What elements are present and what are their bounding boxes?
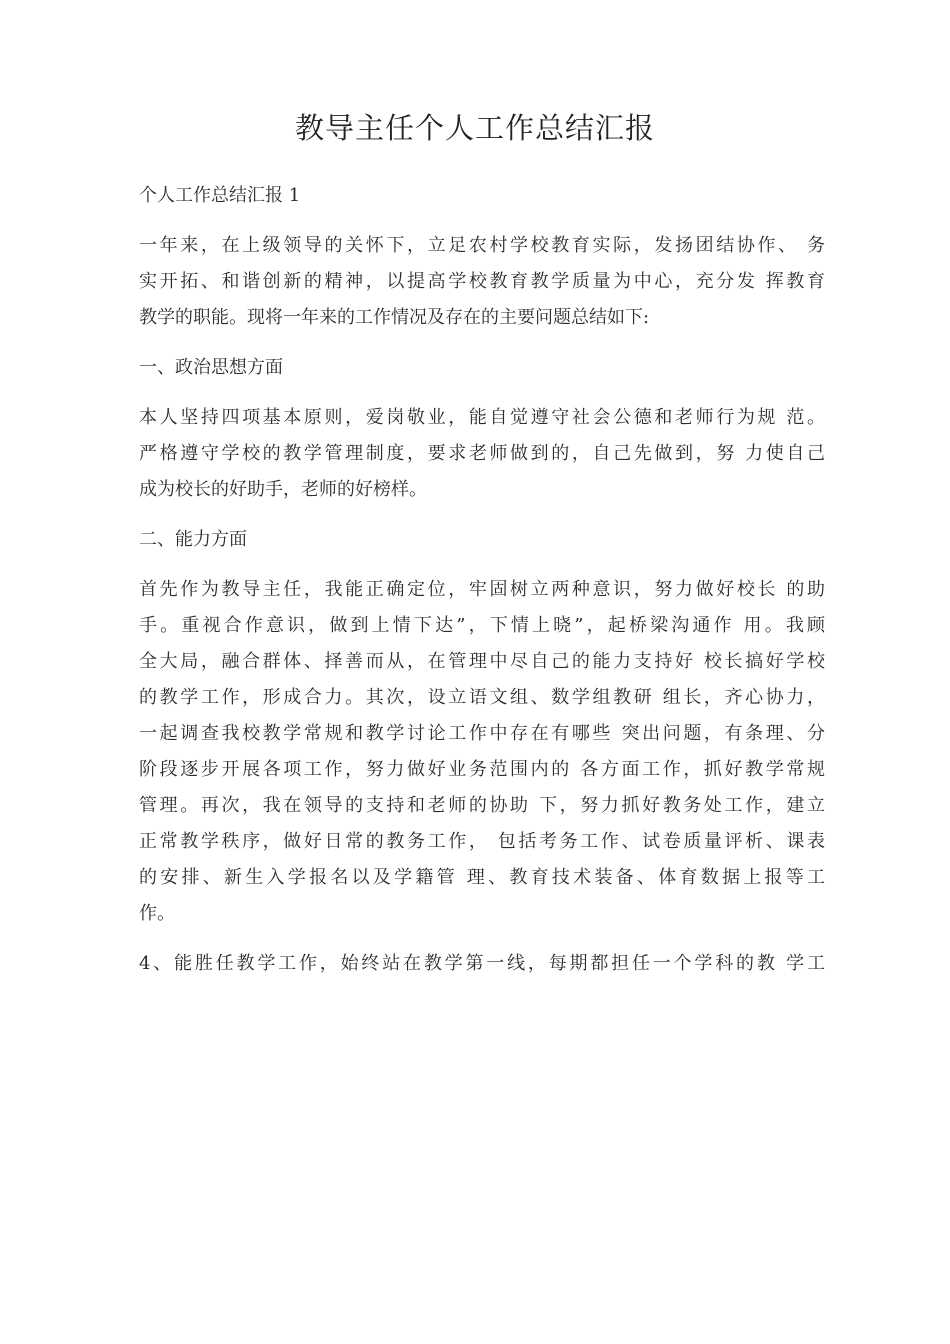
ability-line: 首先作为教导主任，我能正确定位，牢固树立两种意识，努力做好校长 的助 — [139, 579, 825, 600]
ability-line: 全大局，融合群体、择善而从，在管理中尽自己的能力支持好 校长搞好学校 — [139, 651, 825, 672]
intro-paragraph — [139, 228, 825, 336]
ability-line: 的教学工作，形成合力。其次，设立语文组、数学组教研 组长，齐心协力， — [139, 687, 825, 708]
ability-line: 作。 — [139, 903, 175, 924]
ability-line: 正常教学秩序，做好日常的教务工作， 包括考务工作、试卷质量评析、课表 — [139, 831, 825, 852]
ability-line: 阶段逐步开展各项工作，努力做好业务范围内的 各方面工作，抓好教学常规 — [139, 759, 825, 780]
ability-line: 管理。再次，我在领导的支持和老师的协助 下，努力抓好教务处工作，建立 — [139, 795, 825, 816]
document-subtitle: 个人工作总结汇报 1 — [139, 185, 301, 206]
ability-line: 一起调查我校教学常规和教学讨论工作中存在有哪些 突出问题，有条理、分 — [139, 723, 825, 744]
politics-line: 严格遵守学校的教学管理制度，要求老师做到的，自己先做到，努 力使自己 — [139, 443, 825, 464]
section-heading-ability: 二、能力方面 — [139, 529, 247, 550]
teaching-line: 4、能胜任教学工作，始终站在教学第一线，每期都担任一个学科的教 学工 — [139, 953, 825, 974]
teaching-paragraph — [139, 946, 825, 982]
ability-line: 手。重视合作意识，做到上情下达”，下情上晓”，起桥梁沟通作 用。我顾 — [139, 615, 825, 636]
document-title: 教导主任个人工作总结汇报 — [294, 111, 655, 145]
intro-line: 教学的职能。现将一年来的工作情况及存在的主要问题总结如下: — [139, 307, 650, 328]
ability-paragraph — [139, 572, 825, 932]
document-body — [139, 178, 825, 982]
politics-paragraph — [139, 400, 825, 508]
intro-line: 实开拓、和谐创新的精神，以提高学校教育教学质量为中心，充分发 挥教育 — [139, 271, 825, 292]
politics-line: 本人坚持四项基本原则，爱岗敬业，能自觉遵守社会公德和老师行为规 范。 — [139, 407, 825, 428]
section-heading-politics: 一、政治思想方面 — [139, 357, 283, 378]
politics-line: 成为校长的好助手，老师的好榜样。 — [139, 479, 427, 500]
ability-line: 的安排、新生入学报名以及学籍管 理、教育技术装备、体育数据上报等工 — [139, 867, 825, 888]
intro-line: 一年来，在上级领导的关怀下，立足农村学校教育实际，发扬团结协作、 务 — [139, 235, 825, 256]
